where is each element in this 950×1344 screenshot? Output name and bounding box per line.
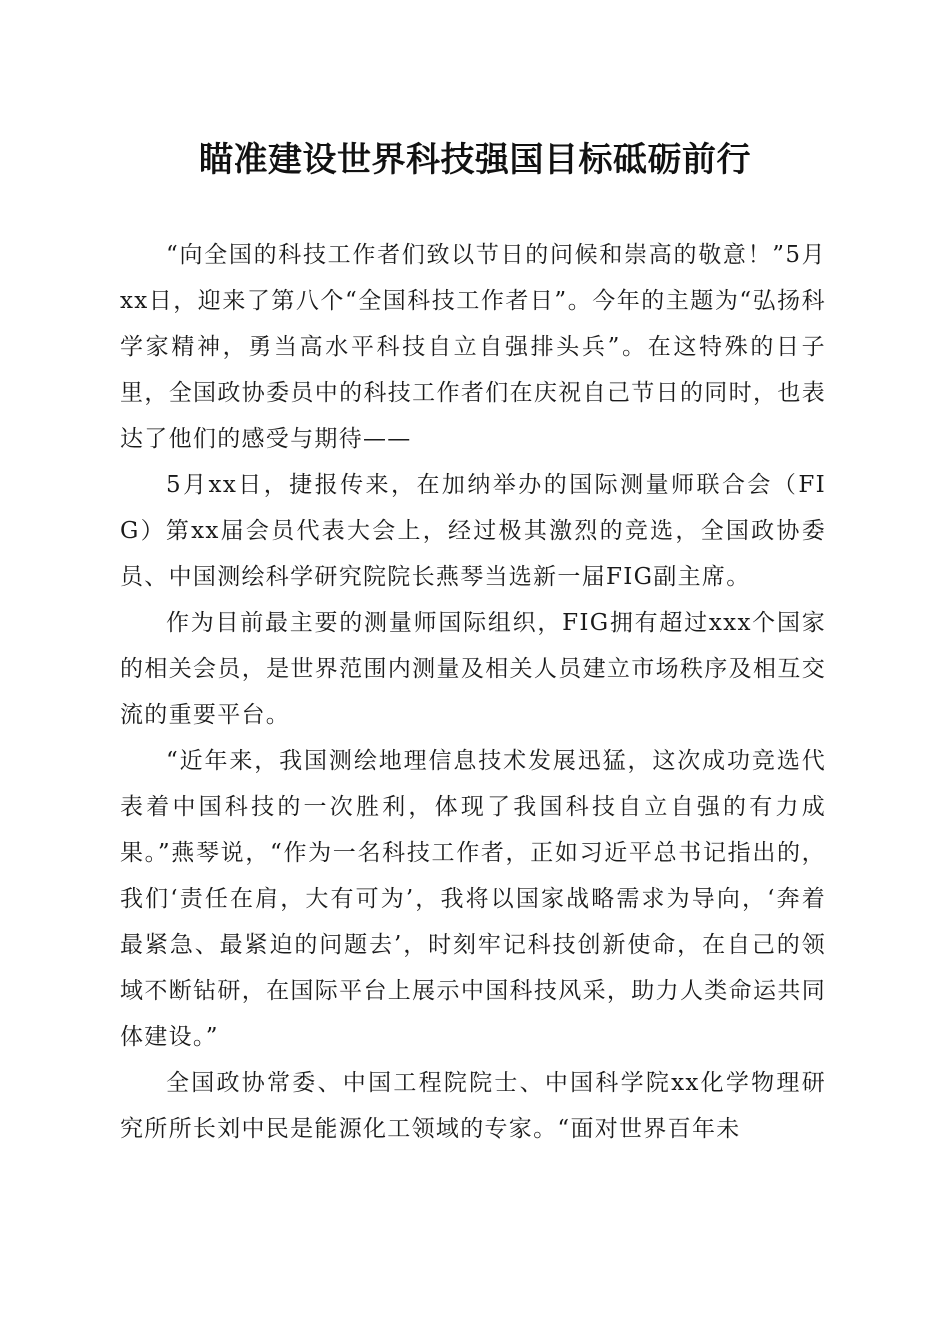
paragraph-2: 5月xx日，捷报传来，在加纳举办的国际测量师联合会（FIG）第xx届会员代表大会上，经过极其激烈的竞选，全国政协委员、中国测绘科学研究院院长燕琴当选新一届FIG副主席。 <box>120 472 826 590</box>
paragraph-3: 作为目前最主要的测量师国际组织，FIG拥有超过xxx个国家的相关会员，是世界范围内测量及相关人员建立市场秩序及相互交流的重要平台。 <box>120 610 826 728</box>
paragraph-4: “近年来，我国测绘地理信息技术发展迅猛，这次成功竞选代表着中国科技的一次胜利，体现了我国科技自立自强的有力成果。”燕琴说，“作为一名科技工作者，正如习近平总书记指出的，我们‘责任在肩，大有可为’，我将以国家战略需求为导向，‘奔着最紧急、最紧迫的问题去’，时刻牢记科技创新使命，在自己的领域不断钻研，在国际平台上展示中国科技风采，助力人类命运共同体建设。” <box>120 748 826 1050</box>
paragraph-5: 全国政协常委、中国工程院院士、中国科学院xx化学物理研究所所长刘中民是能源化工领域的专家。“面对世界百年未 <box>120 1070 826 1142</box>
document-title: 瞄准建设世界科技强国目标砥砺前行 <box>199 140 751 180</box>
paragraph-1: “向全国的科技工作者们致以节日的问候和崇高的敬意！”5月xx日，迎来了第八个“全国科技工作者日”。今年的主题为“弘扬科学家精神，勇当高水平科技自立自强排头兵”。在这特殊的日子里，全国政协委员中的科技工作者们在庆祝自己节日的同时，也表达了他们的感受与期待—— <box>120 242 826 452</box>
document-body <box>120 232 826 1152</box>
